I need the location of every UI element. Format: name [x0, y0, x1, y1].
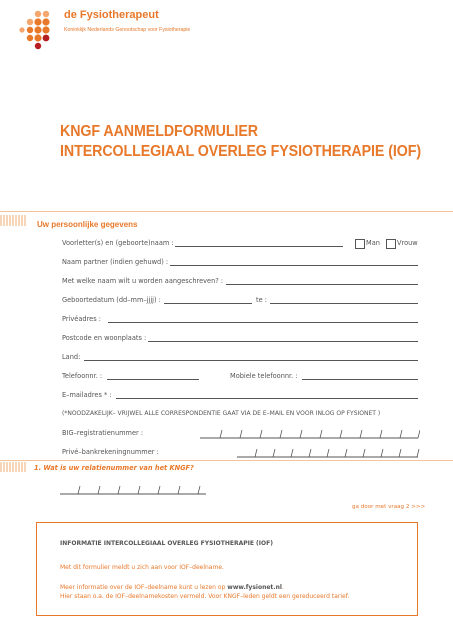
section-tab [0, 215, 27, 226]
mobile-label: Mobiele telefoonnr. : [230, 372, 298, 380]
partner-label: Naam partner (indien gehuwd) : [62, 258, 169, 266]
next-question-link[interactable]: ga door met vraag 2 >>> [352, 504, 426, 510]
gender-man-checkbox[interactable] [355, 239, 365, 249]
email-note: (*NOODZAKELIJK– VRIJWEL ALLE CORRESPONDENTIE GAAT VIA DE E–MAIL EN VOOR INLOG OP FYSIONET ) [62, 410, 381, 417]
name-label: Voorletter(s) en (geboorte)naam : [62, 239, 174, 247]
info-line-2-end: . [281, 584, 284, 591]
gender-vrouw-label: Vrouw [397, 239, 418, 247]
name-field[interactable] [175, 246, 343, 247]
address-field[interactable] [108, 322, 418, 323]
phone-field[interactable] [107, 379, 199, 380]
pob-field[interactable] [270, 303, 418, 304]
big-label: BIG–registratienummer : [62, 429, 144, 437]
question-divider [0, 460, 453, 461]
logo-dots-icon [14, 8, 54, 56]
big-number-field[interactable] [200, 428, 420, 439]
mobile-field[interactable] [302, 379, 418, 380]
address-label: Privéadres : [62, 315, 101, 323]
logo-name: de Fysiotherapeut [64, 9, 159, 21]
salutation-field[interactable] [226, 284, 418, 285]
postcode-label: Postcode en woonplaats : [62, 334, 147, 342]
section-divider [0, 211, 453, 212]
question-tab [0, 462, 27, 472]
salutation-label: Met welke naam wilt u worden aangeschreven? : [62, 277, 224, 285]
info-title: INFORMATIE INTERCOLLEGIAAL OVERLEG FYSIOTHERAPIE (IOF) [60, 540, 273, 547]
partner-field[interactable] [170, 265, 418, 266]
pob-label: te : [256, 296, 267, 304]
bank-number-field[interactable] [237, 447, 420, 458]
info-line-2-text: Meer informatie over de IOF–deelname kunt u lezen op [60, 584, 228, 591]
bank-label: Privé–bankrekeningnummer : [62, 448, 159, 456]
info-line-2 [60, 584, 284, 591]
question-1: 1. Wat is uw relatienummer van het KNGF? [34, 464, 194, 472]
info-line-3: Hier staan o.a. de IOF–deelnamekosten vermeld. Voor KNGF–leden geldt een gereduceerd tarief. [60, 593, 350, 600]
dob-label: Geboortedatum (dd–mm–jjjj) : [62, 296, 161, 304]
page-title-line2: INTERCOLLEGIAAL OVERLEG FYSIOTHERAPIE (IOF) [60, 143, 422, 160]
fysionet-link[interactable]: www.fysionet.nl [227, 584, 282, 591]
page-title-line1: KNGF AANMELDFORMULIER [60, 123, 258, 140]
country-field[interactable] [84, 360, 418, 361]
gender-man-label: Man [366, 239, 380, 247]
info-line-1: Met dit formulier meldt u zich aan voor IOF–deelname. [60, 564, 224, 571]
phone-label: Telefoonnr. : [62, 372, 103, 380]
gender-vrouw-checkbox[interactable] [386, 239, 396, 249]
section-heading: Uw persoonlijke gegevens [37, 220, 138, 229]
email-label: E–mailadres * : [62, 391, 112, 399]
dob-field[interactable] [164, 303, 252, 304]
country-label: Land: [62, 353, 81, 361]
postcode-field[interactable] [148, 341, 418, 342]
email-field[interactable] [116, 398, 418, 399]
relation-number-field[interactable] [60, 484, 208, 495]
logo-subtitle: Koninklijk Nederlands Genootschap voor Fysiotherapie [64, 27, 191, 33]
